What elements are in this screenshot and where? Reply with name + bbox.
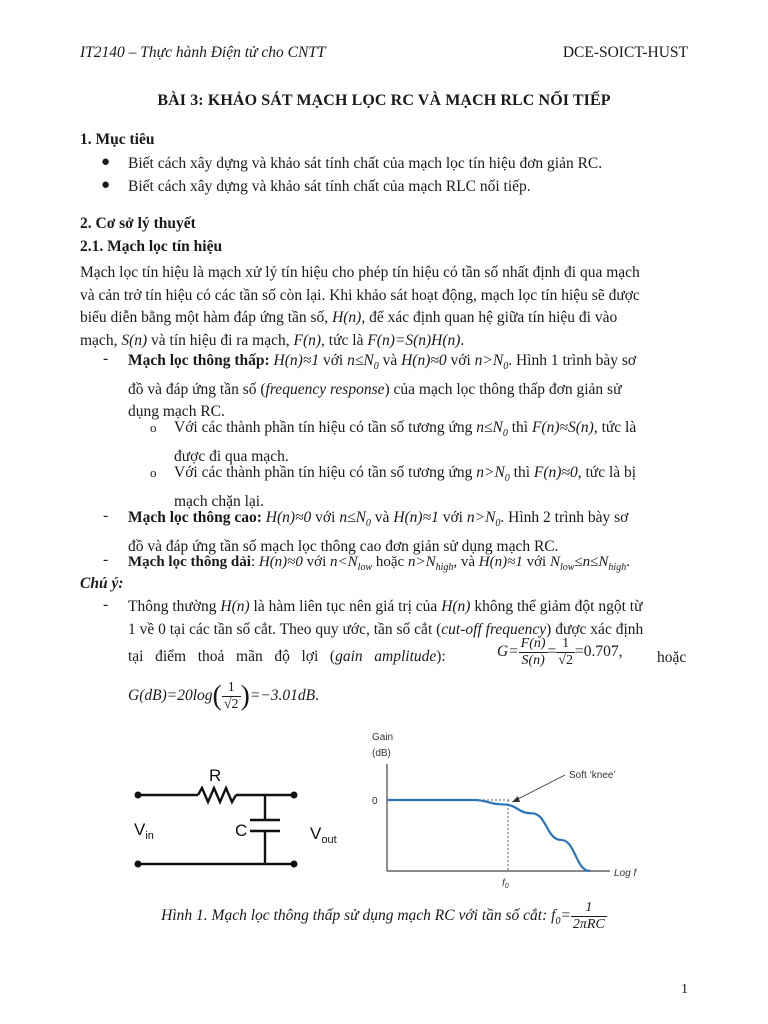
dash-icon: -: [103, 551, 109, 568]
xlabel: Log f: [614, 868, 637, 879]
circle-bullet-icon: o: [150, 420, 157, 435]
note-gain-line: tại điểm thoả mãn độ lợi (gain amplitude):: [128, 648, 446, 665]
capacitor-label: C: [235, 821, 248, 840]
circle-bullet-icon: o: [150, 465, 157, 480]
section1-bullet-1: Biết cách xây dựng và khảo sát tính chất của mạch lọc tín hiệu đơn giản RC.: [128, 155, 603, 172]
header-course: IT2140 – Thực hành Điện tử cho CNTT: [80, 44, 326, 61]
figure-caption: Hình 1. Mạch lọc thông thấp sử dụng mạch RC với tần số cắt: $f_0=$ $\frac{1}{\text{2πRC}}$: [161, 900, 605, 932]
section2-1-heading: 2.1. Mạch lọc tín hiệu: [80, 238, 223, 255]
rc-circuit-diagram: [126, 762, 356, 877]
knee-arrow: [512, 775, 565, 802]
bullet-icon: ●: [101, 154, 111, 170]
highpass-item: Mạch lọc thông cao: H(n)≈0 với $n\le N_0$ và H(n)≈1 với $n>N_0$. Hình 2 trình bày sơ đồ và đáp ứng tần số mạch lọc thông cao đơn giản sử dụng mạch RC.: [128, 509, 629, 555]
gain-formula: G= $\frac{F(n)}{S(n)}$ = $\frac{1}{√2}$ =0.707,: [497, 636, 623, 668]
resistor-label: R: [209, 766, 222, 785]
ylabel-db: (dB): [372, 748, 391, 759]
dash-icon: -: [103, 507, 109, 524]
frequency-response-plot: [360, 726, 660, 896]
knee-arrowhead: [512, 796, 520, 802]
lowpass-sub-2: Với các thành phần tín hiệu có tần số tương ứng $n>N_0$ thì F(n)≈0, tức là bị mạch chặn lại.: [174, 464, 637, 510]
dash-icon: -: [103, 350, 109, 367]
lowpass-item: Mạch lọc thông thấp: H(n)≈1 với $n\le N_0$ và H(n)≈0 với $n>N_0$. Hình 1 trình bày sơ đồ và đáp ứng tần số (frequency response) của mạch lọc thông thấp đơn giản sử dụng mạch RC.: [128, 352, 637, 421]
y-tick-0: 0: [372, 796, 378, 807]
f0-label: $f_0$: [502, 878, 509, 890]
gain-curve: [387, 800, 590, 871]
dash-icon: -: [103, 596, 109, 613]
note-item: Thông thường H(n) là hàm liên tục nên giá trị của H(n) không thể giảm đột ngột từ 1 về 0 tại các tần số cắt. Theo quy ước, tần số cắt (cut-off frequency) được xác định: [128, 598, 644, 638]
intro-paragraph: Mạch lọc tín hiệu là mạch xử lý tín hiệu cho phép tín hiệu có tần số nhất định đi qua mạch và cản trở tín hiệu có các tần số còn lại. Khi khảo sát hoạt động, mạch lọc tín hiệu sẽ được biểu diễn bằng một hàm đáp ứng tần số, H(n), để xác định quan hệ giữa tín hiệu đi vào mạch, S(n) và tín hiệu đi ra mạch, F(n), tức là F(n)=S(n)H(n).: [80, 264, 640, 349]
section1-heading: 1. Mục tiêu: [80, 131, 155, 148]
page-title: BÀI 3: KHẢO SÁT MẠCH LỌC RC VÀ MẠCH RLC NỐI TIẾP: [157, 92, 611, 109]
bandpass-item: Mạch lọc thông dải: H(n)≈0 với $n<N_{low}$ hoặc $n>N_{high}$, và H(n)≈1 với $N_{low}\le n\le N_{high}$.: [128, 554, 630, 573]
vin-label: $V_{in}$: [134, 820, 154, 842]
lowpass-sub-1: Với các thành phần tín hiệu có tần số tương ứng $n\le N_0$ thì F(n)≈S(n), tức là được đi qua mạch.: [174, 419, 637, 465]
ylabel-gain: Gain: [372, 732, 394, 743]
note-heading: Chú ý:: [80, 575, 124, 592]
knee-annotation: Soft ‘knee’: [569, 770, 616, 781]
bullet-icon: ●: [101, 177, 111, 193]
db-formula: G(dB)=20log( $\frac{1}{√2}$ )=−3.01dB.: [128, 680, 319, 712]
section1-bullet-2: Biết cách xây dựng và khảo sát tính chất của mạch RLC nối tiếp.: [128, 178, 531, 195]
gain-or: hoặc: [657, 649, 687, 666]
header-institution: DCE-SOICT-HUST: [562, 44, 688, 61]
page-number: 1: [681, 982, 688, 997]
vout-label: $V_{out}$: [310, 824, 337, 846]
section2-heading: 2. Cơ sở lý thuyết: [80, 215, 196, 232]
